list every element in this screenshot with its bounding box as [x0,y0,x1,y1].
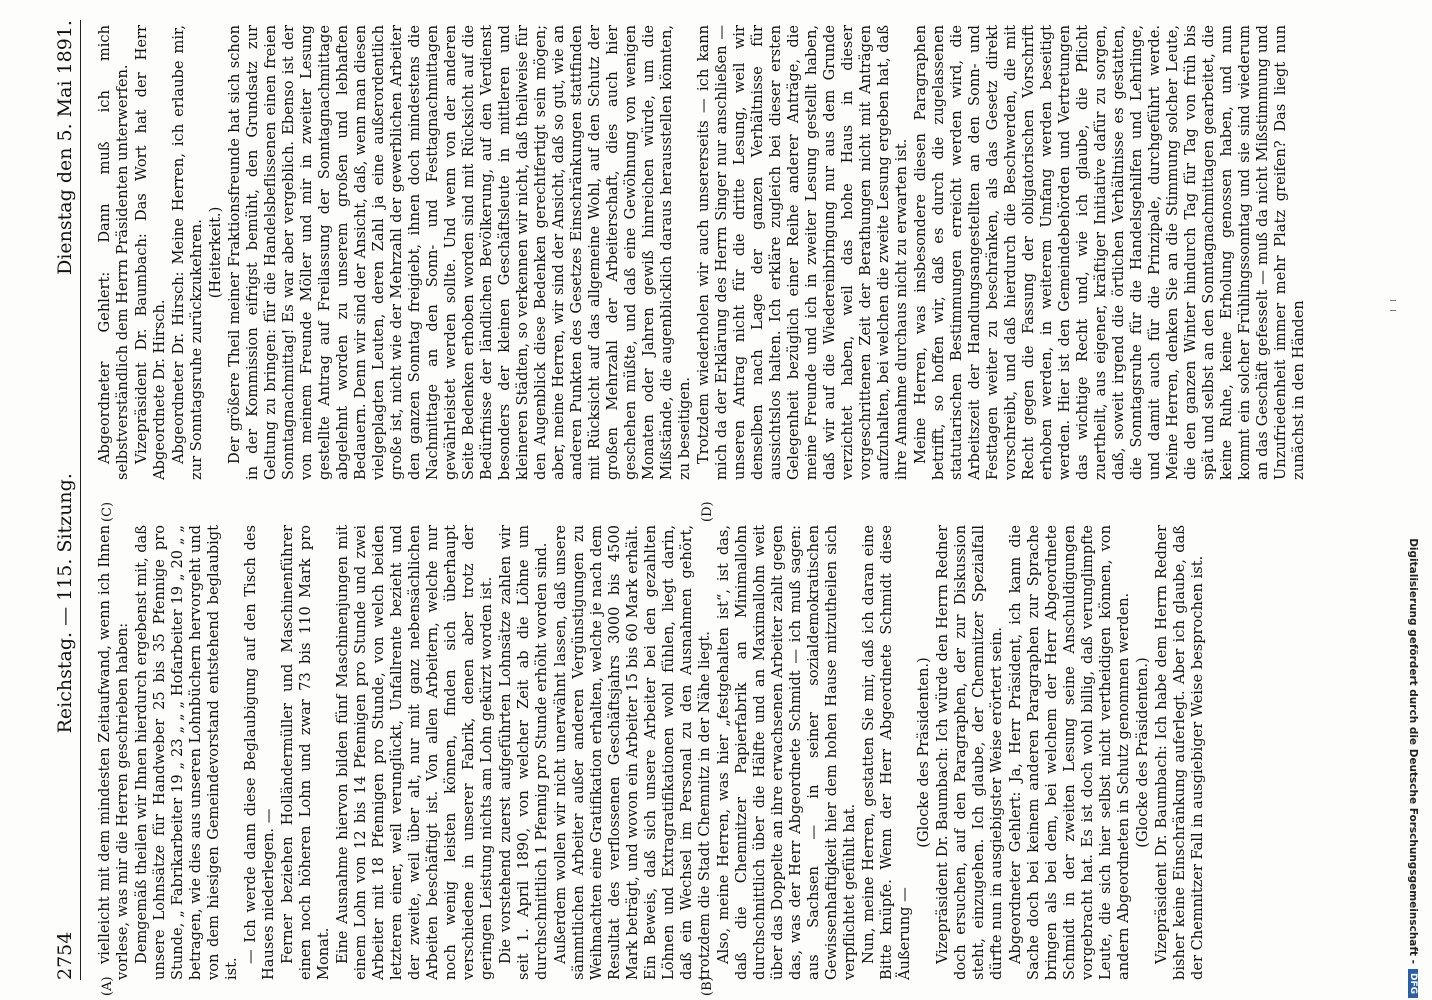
session-title: Reichstag. — 115. Sitzung. [54,473,76,734]
paragraph: Ferner beziehen Holländermüller und Maschinenführer einen noch höheren Lohn und zwar 73 bis 110 Mark pro Monat. [279,525,332,980]
left-column [96,525,1386,980]
dfg-logo: DFG [1408,969,1418,998]
paragraph: Vizepräsident Dr. Baumbach: Ich habe dem Herrn Redner bisher keine Einschränkung auferlegt. Aber ich glaube, daß der Chemnitzer Fall in ausgiebiger Weise besprochen ist. [1153,525,1206,980]
margin-marker-a: (A) [100,976,115,996]
paragraph: Der größere Theil meiner Fraktionsfreunde hat sich schon in der Kommission eifrigst bemüht, den Grundsatz zur Geltung zu bringen: für die Handelsbeflissenen einen freien Sonntagnachmittag! Es war aber vergeblich. Ebenso ist der von meinem Freunde Möller und mir in zweiter Lesung gestellte Antrag auf Freilassung der Sonntagnachmittage abgelehnt worden zu unserem großen und lebhaften Bedauern. Denn wir sind der Ansicht, daß, wenn man diesen vielgeplagten Leuten, deren Zahl ja eine außerordentlich große ist, nicht wie der Mehrzahl der gewerblichen Arbeiter den ganzen Sonntag freigiebt, ihnen doch mindestens die Nachmittage an den Sonn- und Festtagnachmittagen gewährleistet werden sollte. Und wenn von der anderen Seite Bedenken erhoben worden sind mit Rücksicht auf die Bedürfnisse der ländlichen Bevölkerung, auf den Verdienst besonders der kleinen Geschäftsleute in mittleren und kleineren Städten, so verkennen wir nicht, daß theilweise für den Augenblick diese Bedenken gerechtfertigt sein mögen; aber, meine Herren, wir sind der Ansicht, daß so gut, wie an anderen Punkten des Gesetzes Einschränkungen stattfinden mit Rücksicht auf das allgemeine Wohl, auf den Schutz der großen Mehrzahl der Arbeiterschaft, dies auch hier geschehen müßte, und daß eine Gewöhnung von wenigen Monaten oder Jahren gewiß hinreichen würde, um die Mißstände, die augenblicklich daraus herausstellen könnten, zu beseitigen. [226,25,693,480]
page-number: 2754 [54,931,76,980]
paragraph: vielleicht mit dem mindesten Zeitaufwand, wenn ich Ihnen vorlese, was mir die Herren geschrieben haben: [96,525,131,980]
digitization-credit [1400,8,1426,998]
paragraph: Demgemäß theilen wir Ihnen hierdurch ergebenst mit, daß unsere Lohnsätze für Handweber 25 bis 35 Pfennige pro Stunde, „ Fabrikarbeiter 19 „ 23 „ „ „ Hofarbeiter 19 „ 20 „ „ betragen, wie dies aus unseren Lohnbüchern hervorgeht und von dem hiesigen Gemeindevorstand entstehend beglaubigt ist. [133,525,240,980]
stage-direction: (Glocke des Präsidenten.) [1134,657,1151,848]
paragraph: Nun, meine Herren, gestatten Sie mir, daß ich daran eine Bitte knüpfe. Wenn der Herr Abgeordnete Schmidt diese Äußerung — [860,525,913,980]
paragraph: Außerdem wollen wir nicht unerwähnt lassen, daß unsere sämmtlichen Arbeiter außer anderen Vergünstigungen zu Weihnachten eine Gratifikation erhalten, welche je nach dem Resultat des verflossenen Geschäftsjahrs 3000 bis 4500 Mark beträgt, und wovon ein Arbeiter 15 bis 60 Mark erhält. Ein Beweis, daß sich unsere Arbeiter bei den gezahlten Löhnen und Extragratifikationen wohl fühlen, liegt darin, daß ein Wechsel im Personal zu den Ausnahmen gehört, trotzdem die Stadt Chemnitz in der Nähe liegt. [552,525,713,980]
margin-marker-d: (D) [700,501,715,522]
paragraph: Abgeordneter Gehlert: Dann muß ich mich selbstverständlich dem Herrn Präsidenten unterwerfen. [96,25,131,480]
margin-marker-b: (B) [700,976,715,996]
paragraph: Abgeordneter Dr. Hirsch: Meine Herren, ich erlaube mir, zur Sonntagsruhe zurückzukehren. [170,25,205,480]
paragraph: — Ich werde dann diese Beglaubigung auf den Tisch des Hauses niederlegen. — [242,525,277,980]
credit-text-block [1400,8,1426,998]
header-rule [80,20,81,980]
scan-fold-mark [1390,310,1396,311]
paragraph: Abgeordneter Gehlert: Ja, Herr Präsident, ich kann die Sache doch bei keinem anderen Paragraphen zur Sprache bringen als bei dem, bei welchem der Herr Abgeordnete Schmidt in der zweiten Lesung seine Anschuldigungen vorgebracht hat. Es ist doch wohl billig, daß verunglimpfte Leute, die sich hier selbst nicht vertheidigen können, von andern Abgeordneten in Schutz genommen werden. [1007,525,1132,980]
paragraph: Also, meine Herren, was hier „festgehalten ist“, ist das, daß die Chemnitzer Papierfabrik an Minimallohn durchschnittlich über die Hälfte und an Maximallohn weit über das Doppelte an ihre erwachsenen Arbeiter zahlt gegen das, was der Herr Abgeordnete Schmidt — ich muß sagen: aus Sachsen — in seiner sozialdemokratischen Gewissenhaftigkeit hier dem hohen Hause mitzutheilen sich verpflichtet gefühlt hat. [715,525,858,980]
paragraph: Vizepräsident Dr. Baumbach: Das Wort hat der Herr Abgeordnete Dr. Hirsch. [133,25,168,480]
margin-marker-c: (C) [100,501,115,522]
stage-direction: (Glocke des Präsidenten.) [915,657,932,848]
stage-direction: (Heiterkeit.) [207,206,224,299]
credit-text: Digitalisierung gefördert durch die Deutsche Forschungsgemeinschaft - [1407,538,1419,964]
page-header [40,20,76,980]
paragraph: Eine Ausnahme hiervon bilden fünf Maschinenjungen mit einem Lohn von 12 bis 14 Pfennigen pro Stunde und zwei Arbeiter mit 18 Pfennigen pro Stunde, von welch beiden letzteren einer, weil verunglückt, Unfallrente bezieht und der zweite, weil über alt, nur mit ganz nebensächlichen Arbeiten beschäftigt ist. Von allen Arbeitern, welche nur noch wenig leisten können, finden sich überhaupt verschiedene in unserer Fabrik, denen aber trotz der geringen Leistung nichts am Lohn gekürzt worden ist. [334,525,495,980]
paragraph: Vizepräsident Dr. Baumbach: Ich würde den Herrn Redner doch ersuchen, auf den Paragraphen, der zur Diskussion steht, einzugehen. Ich glaube, der Chemnitzer Spezialfall dürfte nun in ausgiebigster Weise erörtert sein. [934,525,1005,980]
paragraph: Die vorstehend zuerst aufgeführten Lohnsätze zahlen wir seit 1. April 1890, von welcher Zeit ab die Löhne um durchschnittlich 1 Pfennig pro Stunde erhöht worden sind. [497,525,550,980]
session-date: Dienstag den 5. Mai 1891. [54,20,76,275]
right-column [96,25,1386,480]
paragraph: Trotzdem wiederholen wir auch unsererseits — ich kann mich da der Erklärung des Herrn Singer nur anschließen — unseren Antrag nicht für die dritte Lesung, weil wir denselben nach Lage der ganzen Verhältnisse für aussichtslos halten. Ich erkläre zugleich bei dieser ersten Gelegenheit bezüglich einer Reihe anderer Anträge, die meine Freunde und ich in zweiter Lesung gestellt haben, daß wir auf die Wiedereinbringung nur aus dem Grunde verzichtet haben, weil das hohe Haus in dieser vorgeschrittenen Zeit der Berathungen nicht mit Anträgen aufzuhalten, bei welchen die zweite Lesung ergeben hat, daß ihre Annahme durchaus nicht zu erwarten ist. [695,25,910,480]
paragraph: Meine Herren, was insbesondere diesen Paragraphen betrifft, so hoffen wir, daß es durch die zugelassenen statutarischen Bestimmungen erreicht werden wird, die Arbeitszeit der Handlungsangestellten an den Sonn- und Festtagen weiter zu beschränken, als das Gesetz direkt vorschreibt, und daß hierdurch die Beschwerden, die mit Recht gegen die Fassung der obligatorischen Vorschrift erhoben werden, in weiterem Umfang werden beseitigt werden. Hier ist den Gemeindebehörden und Vertretungen das wichtige Recht und, wie ich glaube, die Pflicht zuertheilt, aus eigener, kräftiger Initiative dafür zu sorgen, daß, soweit irgend die örtlichen Verhältnisse es gestatten, die Sonntagsruhe für die Handelsgehilfen und Lehrlinge, und damit auch für die Prinzipale, durchgeführt werde. Meine Herren, denken Sie an die Stimmung solcher Leute, die den ganzen Winter hindurch Tag für Tag von früh bis spät und selbst an den Sonntagnachmittagen gearbeitet, die keine Ruhe, keine Erholung genossen haben, und nun kommt ein solcher Frühlingssonntag und sie sind wiederum an das Geschäft gefesselt — muß da nicht Mißstimmung und Unzufriedenheit immer mehr Platz greifen? Das liegt nun zunächst in den Händen [912,25,1307,480]
scan-fold-mark [1390,300,1396,301]
